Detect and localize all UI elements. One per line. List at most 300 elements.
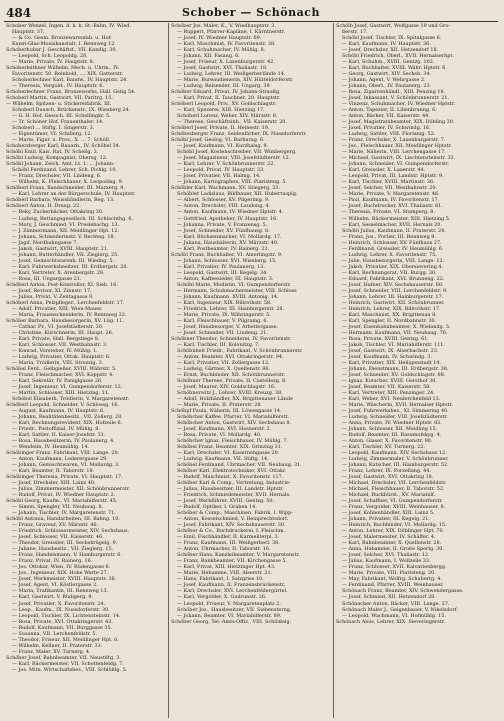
directory-entry: Schöbel Franz, Beamter, XIX. Grinzing 31.	[177, 444, 283, 451]
directory-entry: — Johann, Lehrer, III. Hainburgerstr. 17.	[342, 293, 444, 300]
directory-entry: — Josef, Magistratsbeamter, XIX. Döbling 30.	[342, 119, 455, 126]
directory-entry: — Marie, Hebamme, VIII. Alserstr. 21.	[177, 570, 273, 577]
directory-entry: — Josef, Friseur, X. Laxenburgerstr. 42.	[177, 59, 275, 66]
directory-entry: — Leopold, Privat, IV. Hauptstr. 33.	[177, 167, 265, 174]
directory-entry: — Josef, IV. Wiedner Hauptstr. 69.	[177, 35, 262, 42]
directory-entry: Schöbl Julius, Kaufmann, II. Praterstr. 24.	[342, 227, 446, 234]
directory-entry: — Jagd, Nordbahngasse 7.	[12, 239, 78, 246]
directory-entry: — Jos. Ottokar, Wien, IV. Rüdengasse 6.	[12, 564, 111, 571]
directory-entry: — Rudolf, Optiker, I. Graben 14.	[177, 504, 257, 511]
directory-entry: — Ludwig, Lehrer, III. Weißgerberlände 14.	[177, 71, 286, 78]
directory-entry: — Beky, Zuckerbäcker, Ottakring 30.	[12, 209, 104, 216]
directory-entry: — Josef, Gastwirt, XVI. Thaliastr. 18.	[177, 65, 268, 72]
directory-entry: — Franz, Kaufmann, III. Weißgerberl. 38.	[177, 540, 280, 547]
directory-entry: Schöbl Marie, Modistin, VI. Gumpendorferstr.	[177, 281, 291, 288]
directory-entry: — Karl, Privatier, XIX. Heiligenstadt 14.	[342, 359, 442, 366]
directory-entry: — Marie, Private, II. Praterstr. 28.	[177, 401, 262, 408]
directory-entry: — Eigentümer, VI. Schillerg. 12.	[12, 131, 93, 138]
directory-entry: — Karl, Drechsler, VI. Kasernengasse 20.	[177, 450, 280, 457]
directory-entry: — Ludwig, Privatier, Ottak. Hauptstr. 6.	[12, 353, 111, 360]
directory-entry: — Johann, Dienstmann, III. Erdbergstr. 38.	[342, 365, 449, 372]
directory-entry: — Karl, Tischler, XV. Turnerg. 22.	[342, 444, 426, 451]
directory-entry: — August, Kaufmann, IV. Hauptstr. 6.	[12, 408, 105, 414]
directory-entry: — Marie, Private, IX. Währingerstr. 5.	[177, 311, 271, 318]
directory-entry: Schöbesberger Franz, Seidenfärber, IX. Nussdorferstr.	[171, 131, 307, 138]
directory-entry: — Marie, Figur. u. Pros., X. ... 7. Schöll.	[12, 137, 111, 144]
directory-entry: — Franz, Maler, XV. Turnerg. 4.	[12, 648, 91, 655]
directory-entry: — Karl, Sesselmacher, XVII. Hernals 20.	[342, 221, 442, 228]
directory-entry: — Anton, Beamter, XVI. Ottakringerstr. 94.	[177, 353, 284, 360]
directory-entry: — Michael, Ruckbürst., XV. Mariahilf.	[342, 492, 436, 499]
directory-entry: — Anton, Uhrmacher, II. Taborstr. 16.	[177, 546, 271, 553]
directory-entry: — Franz, Drechsler, VII. Lindeng. 6.	[12, 173, 102, 180]
directory-entry: — Jakob, Privatier, XIX. Obersievering 4.	[342, 263, 444, 270]
directory-entry: Schöbl Georg, Kaufm., VI. Mariahilferstr. 45.	[6, 498, 118, 505]
directory-entry: — Anton, Kaufmann, IV. Wiedner Hptstr. 4.	[177, 209, 284, 216]
directory-entry: Schöberl Lorenz, Weber, XIV. Märzstr. 8.	[177, 113, 278, 120]
directory-entry: — Franz, Vergolder, XVIII. Weinhauser. 8.	[342, 504, 446, 511]
directory-entry: — & Co. Gesm. Bronzewarenfab. u. Hof-	[12, 35, 112, 42]
directory-entry: — Ludwig, Kaufmann, VII. Stiftg. 14.	[177, 456, 269, 463]
directory-entry: — Johann, Gemischtwaren, VI. Mollardg. 3.	[12, 462, 120, 469]
directory-entry: — Wilhelm, Kellner, II. Praterstr. 33.	[12, 642, 103, 649]
directory-entry: Schönacher Anton, Bäcker, VIII. Lange. 27.	[342, 600, 450, 607]
directory-entry: — Wendelin, IV. Heumühlg. 14.	[12, 444, 90, 451]
directory-entry: — Karl, Rechnungsrat, VII. Burgg. 30.	[342, 269, 437, 276]
directory-entry: Schöbcher Ignaz, Fleischhauer, IV. Mühlg. 7.	[177, 438, 289, 445]
directory-entry: — Friedrich, Schmiedemeister, XVII. Hernals.	[177, 492, 291, 499]
directory-entry: — Franz, Bankbeamter, VII. Kirchengasse 5.	[177, 558, 288, 565]
running-title: Schober — Schönach	[182, 6, 320, 19]
directory-entry: — Friedrich, Schlossermeister, XIV. Sechshaus.	[12, 528, 130, 535]
directory-entry: — Josef, Privatier, IV. Schwindg. 16.	[342, 125, 431, 132]
directory-entry: — Anna, Private, IV. Wiedner Hptstr. 83.	[342, 420, 442, 427]
directory-entry: — Leopold, Friseur, V. Margaretenplatz 2.	[177, 600, 281, 607]
directory-entry: — Ferdinand, Greissler, IV. Heumühlg. 6.	[342, 245, 444, 252]
directory-entry: — Josef, Kaufmann, VI. Kurzhalsg. 9.	[177, 143, 269, 150]
directory-entry: — Tr. Schöner Hof. Frauenthaler. 14.	[12, 119, 104, 126]
directory-entry: — Hermann, Kaufmann, VII. Neubaug. 76.	[342, 329, 448, 336]
directory-entry: Schöbner Theodor, Schneiderei, IV. Favoritenstr.	[171, 335, 292, 342]
directory-entry: — Julius, Hausbesitzer, III. Landstr. Hptstr.	[177, 486, 284, 493]
directory-entry: Schöber Karl & Comp., Vertretung, Industrie-	[177, 480, 291, 487]
directory-entry: — Anton, Bäcker, VII. Kaiserstr. 44.	[342, 113, 430, 120]
directory-entry: ßerstr. 17.	[342, 29, 368, 36]
directory-entry: — Johann, Schneidermstr. V. Rechteg. 18.	[12, 233, 116, 240]
directory-entry: — Franz, Privat, IV. Rainerg. 16.	[12, 558, 93, 565]
directory-entry: — Karl, Schuhm., XVIII. Gentzg. 102.	[342, 59, 435, 66]
directory-entry: — Josef, Werkführer, XVIII. Gentzg. 50.	[177, 498, 275, 505]
directory-entry: — Josef, Malermeister, IV. Schäffer. 4.	[342, 534, 436, 541]
directory-entry: — Julie, Hausbesorgerin, VIII. Lange. 12.	[342, 257, 445, 264]
directory-entry: — Johann, XII. Fasang. 6.	[177, 53, 240, 60]
directory-entry: — Leopold, Wachmann, VI. Hofmühlg. 15.	[342, 612, 446, 619]
directory-entry: Schöbinger Franz, Fabrikant, VIII. Lange. 20.	[6, 450, 120, 457]
directory-entry: — Hans, Fabrikant, I. Salzgries 10.	[177, 576, 264, 583]
directory-entry: Schölb Josef, Gastwirt, Wolfgasse 19 und Gro-	[336, 23, 451, 29]
directory-entry: — Marie, Private, VIII. Piaristeng. 20.	[342, 570, 436, 577]
directory-entry: — Ludwig, Schneider, VIII. Josefstädterstr.	[342, 414, 448, 421]
directory-entry: — Josef, Gemischtwarenh. III. Wiedng. 5.	[12, 257, 115, 264]
directory-entry: Schöbl Josef, Kostenschreiber, VII. Wimbergerg.	[177, 149, 297, 156]
directory-entry: — Karl, Privat, XIII. Hietzinger Hpt. 43.	[177, 564, 276, 571]
directory-entry: — Vinzenz, Schuhmacher, IV. Wiedner Hptstr.	[342, 101, 456, 108]
directory-entry: — Susanna, VII. Lerchenfeldstr. 5.	[12, 630, 98, 637]
directory-entry: — Josef, Drechsler, XII. Hetzendorf 18.	[342, 47, 439, 54]
directory-entry: Schöbcher Kaffee. Pfarrer, VI. Mariahilferstr.	[177, 414, 289, 421]
directory-entry: — Karl, Sattler, II. Kaiser-Josefstr. 31.	[12, 432, 106, 439]
directory-entry: — Josef, Eisenbahnbeamter, X. Wielandg. 5.	[342, 323, 451, 330]
directory-entry: — Eduard, Fabrikant, XVI. Brunneng. 22.	[342, 275, 445, 282]
directory-entry: — Theresia, Vergold., IV. Hauptstr. 6.	[12, 83, 105, 90]
directory-entry: Schöbcher Anton, Gastwirt, XIV. Sechshaus 8.	[177, 420, 292, 427]
directory-entry: Schönach Maler J., Geigenbauer, V. Nikolsdorf.	[342, 606, 458, 613]
directory-entry: — Josef, Kaufmann, IV. Schwindg. 3.	[342, 353, 432, 360]
directory-entry: — Johanna, Private, V. Franzensg. 5.	[177, 221, 268, 228]
directory-entry: — Josef, Schaffner, VI. Gumpendorferstr.	[342, 498, 443, 505]
directory-entry: — Rudolf, Maschinist, X. Favoritenstr. 117.	[177, 474, 284, 481]
directory-entry: — Johann, Kutscher, III. Hainburgerstr. 52.	[342, 462, 449, 469]
directory-entry: — Theresia, Private, VI. Stumperg. 8.	[342, 209, 435, 216]
directory-entry: — Anton, Drechsler, VIII. Laudong. 4.	[177, 203, 271, 210]
directory-entry: — Josef, Schneider, VIII. Lerchenfeldstr. 9.	[342, 287, 448, 294]
directory-entry: — Karl, Greissler, X. Laaerstr. 44.	[342, 167, 426, 174]
directory-entry: — Ludwig, Gärtner, X. Quellenstr. 86.	[177, 365, 271, 372]
directory-entry: — Karl, Bäckermeister, VII. Schottenfeldg. 7.	[12, 660, 124, 667]
directory-entry: — Karl, Private, Hall. Bergstiege 8.	[12, 335, 100, 342]
directory-entry: — Anton, Kaffeesieder, III. Hauptstr. 3.	[177, 275, 274, 282]
directory-entry: — Julius, Kaufmann, I. Wollzeile 33.	[342, 558, 431, 565]
directory-entry: Schöberl Anton, II. Draug. 22.	[6, 203, 81, 210]
directory-entry: — Josef, Kaufmann, II. Franzensbrückenstr.	[177, 582, 286, 589]
directory-entry: — Josef, Hausbesorger, V. Arbeitergasse.	[177, 323, 279, 330]
directory-entry: — Josef, Revisor, XI. Zinnstr. 17.	[12, 287, 92, 294]
directory-entry: — Josef, Hafner, XIV. Sechshauserstr. 60.	[342, 281, 444, 288]
directory-entry: Schöber Georg, Tel.-Amts-Offiz., VIII. Schlößelg.	[171, 618, 292, 625]
directory-entry: — Johann, Oberl., IV. Paulanerg. 23.	[342, 83, 432, 90]
directory-entry: Schöber Karl, Elektrotechniker, XVI. Ottakr.	[177, 468, 287, 475]
directory-entry: — Josef, Schlosser, VII. Kaiserstr. 46.	[12, 534, 104, 541]
directory-entry: — Karl, Weber, XVI. Neulerchenfeld 13.	[342, 395, 441, 402]
directory-entry: — Rosa, Private, XVIII. Gentzg. 61.	[342, 335, 429, 342]
directory-entry: — Theodor, Friseur, XII. Meidlinger Hpt. 6.	[12, 636, 119, 643]
directory-entry: — Josef, Maurer, XIV. Goldschlagstr. 16.	[177, 383, 276, 390]
directory-entry: — Franz, Handelsmann, V. Hamburgerstr. 6.	[12, 552, 122, 559]
directory-entry: Schönach Franz, Beamter, XIV. Schwendergasse.	[342, 588, 464, 595]
directory-entry: Schöbnheit Friedr., Fabrikant, V. Schönbrunnerstr.	[177, 347, 303, 354]
directory-entry: — Leopold, Sch. Leopoldg. 28.	[12, 53, 88, 60]
directory-entry: — Josef, Schmied, XII. Hetzendorf 28.	[342, 594, 436, 601]
directory-entry: — Karl, Lehrer an der Bürgerschule, IV. Hauptstr.	[12, 191, 136, 198]
column-1	[4, 23, 168, 718]
directory-entry: Schöbinger Theresia, Private, VI. Hauptstr. 17.	[6, 474, 123, 481]
directory-entry: — Leopold, Kaufmann, XIV. Sechshaus 12.	[342, 450, 447, 457]
directory-entry: — Friedr., Postoffizial, IV. Mühlg. 8.	[12, 426, 100, 433]
column-3	[333, 23, 498, 718]
directory-entry: — Josef, Beamter, VII. Kaiserstr. 58.	[342, 383, 431, 390]
directory-entry: — Josef, Gastwirt, IX. Alserbachstr. 23.	[342, 347, 439, 354]
directory-entry: — Maria, Frauenschneiderin, IV. Rennweg 32.	[12, 311, 127, 318]
directory-entry: Kunst-Glas-Mosaikanstalt, I. Rennweg 12.	[12, 41, 116, 48]
directory-entry: — Michael, Drechsler, VII. Lerchenfeldstr.	[342, 480, 447, 487]
directory-entry: Schöberl Anna, Pelzpfleger., Lerchenfeldstr. 17.	[6, 299, 125, 306]
directory-entry: Schöbl Antonia, Handarbeiten, III. Bahng. 10.	[6, 516, 120, 523]
directory-entry: — Josef, Ingenieur, VI. Gumpendorferstr. 12.	[12, 383, 123, 390]
directory-entry: — J. Zimmermann, XII. Meidlinger Hpt. 12.	[12, 227, 120, 234]
directory-entry: — Marie, Wäscherin, XVII. Hernalser Hptstr.	[342, 401, 453, 408]
directory-entry: Schöberl Leopold, Schneider, V. Schlossg. 16.	[6, 401, 119, 408]
directory-entry: Schöber & Co., Buchdruckerei, I. Fleischm.	[177, 528, 286, 535]
directory-entry: — Rosa, Private, XVI. Ottakringerstr. 43.	[12, 618, 113, 625]
directory-entry: — Johann, Butterhändler, VII. Zieglerg. 25.	[12, 251, 119, 258]
directory-entry: — Franz, Drechsler, X. Laxenburgerstr. 7.	[342, 137, 446, 144]
directory-entry: — Johann, Beamter, VI. Mariahilferstr. 89.	[177, 612, 282, 619]
directory-entry: — Karl, Kaufmann, IV. Hauptstr. 36.	[342, 41, 431, 48]
directory-entry: — Josef, Gastwirt, XVI. Ottakring 18.	[342, 474, 434, 481]
directory-entry: Schöbl Josef, Geolog, VI. Barbarag. 6.	[171, 137, 265, 144]
directory-entry: — Theodor, Greissler, III. Sechskrügelg. 9.	[12, 540, 118, 547]
directory-entry: — Josef, Werkmeister, XVIII. Hauptstr. 36.	[12, 576, 117, 583]
directory-entry: Schöbl Ludwig, Kompagnist, Obersg. 12.	[6, 155, 108, 162]
directory-entry: — Georg, Gastwirt, XIV. Sechsh. 34.	[342, 71, 432, 78]
column-2	[168, 23, 333, 718]
directory-entry: Schoberl ... Stiftg. I. Singerstr. 3.	[12, 125, 95, 132]
directory-entry: — Heinrich, Schlosser, XV. Fünfhaus 27.	[342, 239, 442, 246]
directory-entry: — Ernst, Buchbinder, XII. Schönbrunnerstr.	[177, 371, 286, 378]
directory-entry: — G. H. Hof, Gesuch. III. Schellingkr. 5.	[12, 113, 111, 120]
directory-entry: — Rosa, Zigarrenhändl., XIII. Penzing 18.	[342, 89, 446, 96]
directory-entry: — Jakob, Gastwirt, XVIII. Hauptstr. 21.	[12, 245, 109, 252]
directory-entry: — Rudolf, Privat, IV. Wiedner Hauptstr. 2.	[12, 492, 116, 499]
directory-entry: — Johann, Agent, V. Wehrgasse 2.	[342, 77, 426, 84]
directory-entry: — Franz, Schlosser, XVII. Kalvarienbergg.	[342, 564, 447, 571]
directory-entry: — Karl, Rechnungsrevident, XIX. Hofzeile 6.	[12, 420, 123, 427]
directory-entry: — Josef, Fuhrwerksbes., XI. Simmering 40.	[342, 408, 449, 414]
directory-entry: — Josef, Magazineur, VIII. Josefstädterstr. 12.	[177, 155, 291, 162]
directory-entry: — Karl, Fuhrwerksbesitzer, III. Erdbergstr. 20.	[12, 263, 128, 270]
directory-entry: — Karl, Gastwirt, V. Rüdigerg. 9.	[12, 594, 94, 601]
directory-entry: — Josef, Fabrikant, XIV. Sechshauserstr. 30.	[177, 522, 286, 529]
directory-entry: — Ludwig, Lehrer, X. Favoritenstr. 75.	[342, 251, 437, 258]
directory-entry: — Ferdinand, Pfarrer, XVIII. Weinhauser.	[342, 582, 444, 589]
directory-entry: — Martin, Schlosser, XIII. Hietzing. 11.	[12, 389, 110, 396]
directory-entry: Schober Wenzel, Ingen. d. k. k. St.-Bahn, IV. Wied.	[6, 23, 131, 29]
directory-entry: — Johann, Schneider, VI. Gumpendorferstr.	[342, 161, 450, 168]
directory-entry: — Rudolf, Kaufmann, VII. Burggasse 35.	[12, 624, 113, 631]
directory-entry: — Wilhelm, Bäckermeister, XIII. Hietzing 5.	[342, 215, 451, 222]
directory-entry: — Anton, Kaufmann, Lederergasse 29.	[12, 456, 108, 463]
directory-entry: Schöbel Ferd., Gelbgießer, XVIII. Währstr. 5.	[6, 365, 117, 372]
directory-entry: — Anton, Tapezier, II. Lilienbrunng. 6.	[342, 107, 437, 114]
directory-entry: — Johann, Realitätenbesitz., VII. Zollerg. 20.	[12, 414, 123, 421]
directory-entry: Schönach Alois, Lehrer, XIX. Sieveringerstr.	[336, 618, 446, 625]
directory-entry: — Karl, Tischler, XVIII. Martinstr. 36.	[342, 179, 435, 186]
directory-entry: Schöber Jos. Maler, K., V. Wiedhauptstr. 3.	[171, 23, 276, 29]
directory-entry: — Johann, Privatier, III. Kegelg. 21.	[342, 516, 430, 523]
directory-columns	[4, 23, 498, 718]
directory-entry: — Heinrich, Buchbinder, VI. Mollardg. 15.	[342, 522, 447, 529]
directory-entry: Schöbl Franz, Buchhalter, VI. Amerlingstr. 9.	[171, 251, 283, 258]
directory-entry: — Josef, Schneider, VII. Lindeng. 21.	[177, 329, 268, 336]
directory-entry: Schöbnerwitz J., Lehrer, XVIII. Kreuzg. 38.	[177, 389, 283, 396]
directory-entry: — Adolf, Privatier, XIII. Wien-Mauer.	[12, 305, 103, 312]
directory-entry: — Heinrich, Gastwirt, XII. Schönbrunner.	[342, 299, 445, 306]
directory-entry: — Anton, Glaser, X. Favoritenstr. 90.	[342, 438, 433, 445]
directory-entry: — Mory, J. Geschmied, VI. Preslebachg. 13.	[12, 221, 120, 228]
directory-entry: — Franz, Jos., Portier, III. Rennweg 9.	[342, 233, 436, 240]
directory-entry: — Johann, Schlosser, XVI. Wiesberg. 15.	[177, 257, 277, 264]
directory-entry: — Adolf, Holzhändler, XX. Brigittenauer Lände	[177, 395, 293, 402]
directory-entry: — Marie, Näherin, VIII. Lerchengasse 17.	[342, 149, 446, 156]
directory-entry: — Heinrich, Lehrer, XIX. Billrothstr. 17.	[342, 305, 441, 312]
directory-entry: — Rosa, Private, VI. Mollardg. 40.	[177, 432, 262, 439]
directory-entry: — Maria, Trafikantin, III. Rennweg 13.	[12, 588, 109, 595]
directory-entry: — Albert, Schlosser, XV. Pilgerimg. 9.	[177, 197, 270, 204]
directory-entry: — Josef, Kohlenhändler, XIII. Lainz 5.	[342, 510, 435, 517]
directory-entry: — Julius, Zimmermeister, XII. Schönbrunnerstr.	[12, 486, 131, 493]
directory-entry: — Wilhelm, Spitzen- u. Stickereifabrik, III.	[6, 101, 112, 108]
directory-entry: — Franz, Fleischmacher, XVI. Koppstr. 4.	[12, 371, 114, 378]
directory-entry: — Karl, Bahnbeamter, X. Quellenstr. 28.	[342, 540, 442, 547]
directory-entry: Schöber Jos., Hausbesitzer, VII. Siebensterng.	[177, 606, 292, 613]
directory-entry: — Josef, Privatier, X. Favoritenstr. 24.	[12, 600, 106, 607]
directory-entry: — Josef, Selcher, XVI. Thaliastr. 12.	[342, 552, 430, 559]
directory-entry: — Karl, Fleischhauer, V. Pilgramg. 6.	[177, 317, 268, 324]
directory-entry: — Karl, Spengler, II. Nordbahnstr. 30.	[342, 317, 437, 324]
directory-entry: — Ludwig, Reisender, III. Ungarg. 39.	[177, 83, 272, 90]
directory-entry: — Karl, Schlosser, VII. Westbahnstr. 3.	[12, 341, 108, 348]
directory-entry: Schöberl Franz, Bandschneider, III. Marxerg. 9.	[6, 185, 125, 192]
directory-entry: — Ludwig, Zimmermaler, V. Schönbrunner.	[342, 456, 449, 463]
directory-entry: — Christine, Kürschnerin, III. Haupt. 26.	[12, 329, 114, 336]
directory-entry: — Karl, Büchsenmacher, VI. Mollardg. 17.	[177, 233, 282, 240]
directory-entry: — Karl, Postbeamter, IV. Rainerg. 21.	[177, 245, 270, 252]
directory-entry: — Marie, Private, V. Margaretenstr. 46.	[342, 191, 440, 198]
directory-entry: — Johann, Kaufmann, XVIII. Antonig. 14.	[177, 293, 279, 300]
directory-entry: — Anton, Lehrer, XIX. Döblinger Hpt. 70.	[342, 528, 445, 535]
directory-entry: — Karl, Drechsler, XVI. Lerchenfeldergürtel.	[177, 588, 288, 595]
directory-entry: — Maria, Trödlerin, VIII. Strozzig. 3.	[12, 359, 104, 366]
directory-entry: — Karl, Beamter, II. Taborstr. 18.	[12, 468, 95, 475]
directory-entry: Schöber Barbara, Hausbesorgerin, XV. Lüg. 11.	[6, 317, 124, 324]
directory-entry: — Michael, Fleischhauer, II. Taborstr. 52.	[342, 486, 445, 493]
directory-entry: Schöbl Friedrich, Oberl., XVII. Hernalserhpt.	[342, 53, 454, 60]
directory-entry: — Karl, Vergolder, X. Gudrunstr. 26.	[177, 594, 267, 601]
directory-entry: Schöber Eduard, Privat, IV. Johann-Straußg.	[171, 89, 281, 96]
directory-entry: — Josef, Kaufmann, XVI. Hasnerstr. 2.	[177, 426, 272, 433]
directory-entry: — Karl, Maschinist, XX. Brigittenau 8.	[342, 311, 437, 318]
directory-entry: Schöbler Ladislaus, Bildhauer, XII. Hubertusplg.	[177, 191, 298, 198]
directory-entry: Favoritenstr. 50. Reinhold, ..., XIX. Gatterstr.	[12, 71, 124, 78]
directory-entry: — Karl, Ingenieur, XIX. Billrothstr. 58.	[177, 299, 272, 306]
directory-entry: — Karl, Privatier, IV. Paulanerg. 13.	[177, 263, 265, 270]
directory-entry: Schoberhuber J. Geschäftsf., VII. Kandlg. 30.	[6, 47, 118, 54]
directory-entry: — Franz, Graveur, XV. Märzstr. 40.	[12, 522, 99, 529]
directory-entry: — Karl, Vertreter, X. Arenbergstr. 29.	[12, 269, 105, 276]
directory-entry: — Ludwig, Rettungsgesellsch. III. Schlachthg. 6.	[12, 215, 134, 222]
directory-entry: — Ignaz, Kutscher, XVIII. Gersthof 30.	[342, 377, 437, 384]
directory-entry: — Karl, Sekretär, IV. Paniglgasse 26.	[12, 377, 103, 384]
directory-entry: — Josef, Inkassant, V. Schönbrunnerstr. 21.	[342, 95, 450, 102]
directory-entry: — Jos., Fleischhauer, XII. Meidlinger Hptstr.	[342, 143, 452, 150]
directory-entry: — Karl, Privat, II. Tauchner. 20. Hauptstr.	[177, 95, 281, 102]
directory-entry: Schoberleithner Wilhelm, Mech. u. Uhrm., IV.	[6, 65, 120, 72]
directory-entry: — Josef, Schneider, XV. Goldschlagstr. 88.	[342, 371, 446, 378]
directory-entry: Schöber & Comp., Maschinen. Fabrik, I. Wipp-	[177, 510, 293, 517]
directory-entry: — Leopold, Gastwirt, III. Kegelg. 34.	[177, 269, 268, 276]
directory-entry: — Josef, Buchdrucker, XVI. Thaliastr. 61.	[342, 203, 443, 210]
directory-entry: Schöber Josef, Bahnbeamter, VII. Neustiftg. 3.	[6, 654, 121, 661]
directory-entry: — Anna, Hebamme, II. Große Sperlg. 30.	[342, 546, 444, 553]
directory-entry: Schöbel Ferdinand, Uhrmacher, VII. Neubaug. 31.	[177, 462, 302, 469]
directory-entry: — Simon, Spengler, VII. Neubaug. 8.	[12, 504, 104, 511]
directory-entry: — Leopold, Tischler, IX. Lichtensteinstr. 14.	[12, 612, 121, 619]
directory-entry: Schoberl Martin, Gastwirt, VII. Paritrg. 15.	[6, 95, 113, 102]
directory-entry: Schöbner Therese, Private, II. Castellezg. 8.	[177, 377, 287, 384]
directory-entry: — Marie, Private, IV. Hauptstr. 8.	[12, 59, 95, 66]
directory-entry: — Konrad, Vorsteher, IV. Mühlg. 1.	[12, 347, 98, 354]
directory-entry: Schöbel Elisabeth, Trödlerin, V. Margaretenstr.	[12, 395, 130, 402]
directory-entry: Schöberl Josef, Private, II. Heinestr. 19.	[171, 125, 270, 132]
directory-entry: Schöbl Emil, Kais. Rat, IV. Schellg. 3.	[6, 149, 99, 156]
page-number: 484	[6, 6, 32, 20]
directory-entry: — Karl, Buchhalter, XVIII. Währ. Hptstr. 6.	[342, 65, 447, 72]
directory-entry: Schöbl Josef, Tischler, IX. Spitalgasse 6.	[342, 35, 442, 42]
directory-entry: Schoberl Dausch, Brückenstr., IX. Wiesberg 24.	[12, 107, 131, 114]
directory-entry: Hauptstr. 37.	[12, 29, 45, 36]
directory-entry: — Karl, Privatier, VII. Zollergasse 12.	[177, 359, 270, 366]
directory-entry: Schöbler Karl, Wachmann, XV. Stiegerg. 33.	[171, 185, 281, 192]
directory-entry: — Juliane, Hausbesitz., VII. Zieglerg. 15.	[12, 546, 114, 553]
directory-entry: — Josef, Drechsler, XIII. Lainz 40.	[12, 480, 96, 487]
directory-entry: — May, Fabrikant, Wolfrg. Schubertg. 4.	[342, 576, 442, 583]
directory-entry: — Rosa, III. Ungargasse 21.	[12, 275, 82, 282]
directory-entry: Schoberlechner Karl, Bandw., IV. Hauptstr. 24.	[12, 77, 128, 84]
directory-entry: — Hermann, Schuhmachermeister, VIII. Schloss	[177, 287, 297, 294]
directory-entry: — Karl, Spezerei, XIII. Hietzing 17.	[177, 107, 265, 114]
directory-entry: — Emil, Fischhändler, II. Karmeliterpl. 3.	[177, 534, 280, 541]
directory-entry: — Friedrich, Lehrer, III. Hainburgerstr. 28.	[177, 305, 285, 312]
directory-entry: — Jos. Mitn. Wirtschaftsbes., VIII. Schlößlg. 5.	[12, 666, 128, 673]
directory-entry: — Johann, Kartographen, VIII. Piaristeng. 5.	[177, 179, 287, 186]
directory-entry: — Leop., Kaufm., IX. Nussdorferstr. 30.	[12, 606, 110, 613]
directory-entry: — Michael, Gastwirt, IX. Liechtensteinstr. 32.	[342, 155, 456, 162]
directory-entry: Schöbl Ferdinand, Lehrer, Sch. Pichlg. 10.	[12, 167, 118, 174]
directory-entry: — Ludwig, Sattler, VIII. Florianig. 52.	[342, 131, 436, 138]
directory-entry: — Josef, Privatier, VII. Halmg. 14.	[177, 173, 261, 180]
directory-entry: — Karl, Lehrer, V. Schönbrunnerstr. 22.	[177, 161, 275, 168]
directory-entry: — Ruppert, Pfarrer-Kapläne, I. Kärntnerstr.	[177, 29, 286, 36]
directory-entry: Schoberlechner Franz, Bronzeworks, Hall. Gstig 54.	[6, 89, 136, 96]
page-header	[4, 5, 498, 22]
directory-entry: — Karl, Vertreter, XIII. Penzinger. 24.	[342, 389, 435, 396]
directory-entry: — Karl, Tischler, III. Kolonitzg. 7.	[177, 341, 260, 348]
directory-entry: — Rosa, Hausbesitzerin, IV. Paulanerg. 4.	[12, 438, 115, 445]
directory-entry: — Rudolf, Beamter, III. Rasumofskyg. 4.	[342, 432, 442, 439]
directory-entry: — Jos., Ingenieur, XIX. Hohe Warte 27.	[12, 570, 109, 577]
directory-entry: — Johann, Schlosser, XII. Meidling 15.	[342, 426, 438, 433]
directory-entry: — Jakob, Tischler, VI. Mariahilferstr. 111.	[342, 341, 445, 348]
directory-entry: Schöbpf Paula, Näherin, III. Löwengasse 14.	[171, 408, 282, 414]
directory-entry: — Paul, Kaufmann, IV. Favoritenstr. 17.	[342, 197, 440, 204]
directory-entry: — Josef, Schneider, XV. Fünfhausg. 8.	[177, 227, 270, 234]
directory-entry: — Josef, Agent, VI. Köstlergasse 2.	[12, 582, 98, 589]
directory-entry: — Juliana, Haushälterin, XV. Märzstr. 40.	[177, 239, 279, 246]
directory-entry: — Therese, Geschäftsinh., VII. Kaiserstr. 20.	[177, 119, 287, 126]
directory-entry: — Franz, Lehrer, IX. Porzellang. 44.	[342, 468, 431, 475]
directory-entry: — Marie, Bureaudienerin, XIV. Hütteldorferstr.	[177, 77, 294, 84]
directory-entry: Schöberl Anton, Post-Kontrollor, XI. Sieb. 16.	[6, 281, 118, 288]
